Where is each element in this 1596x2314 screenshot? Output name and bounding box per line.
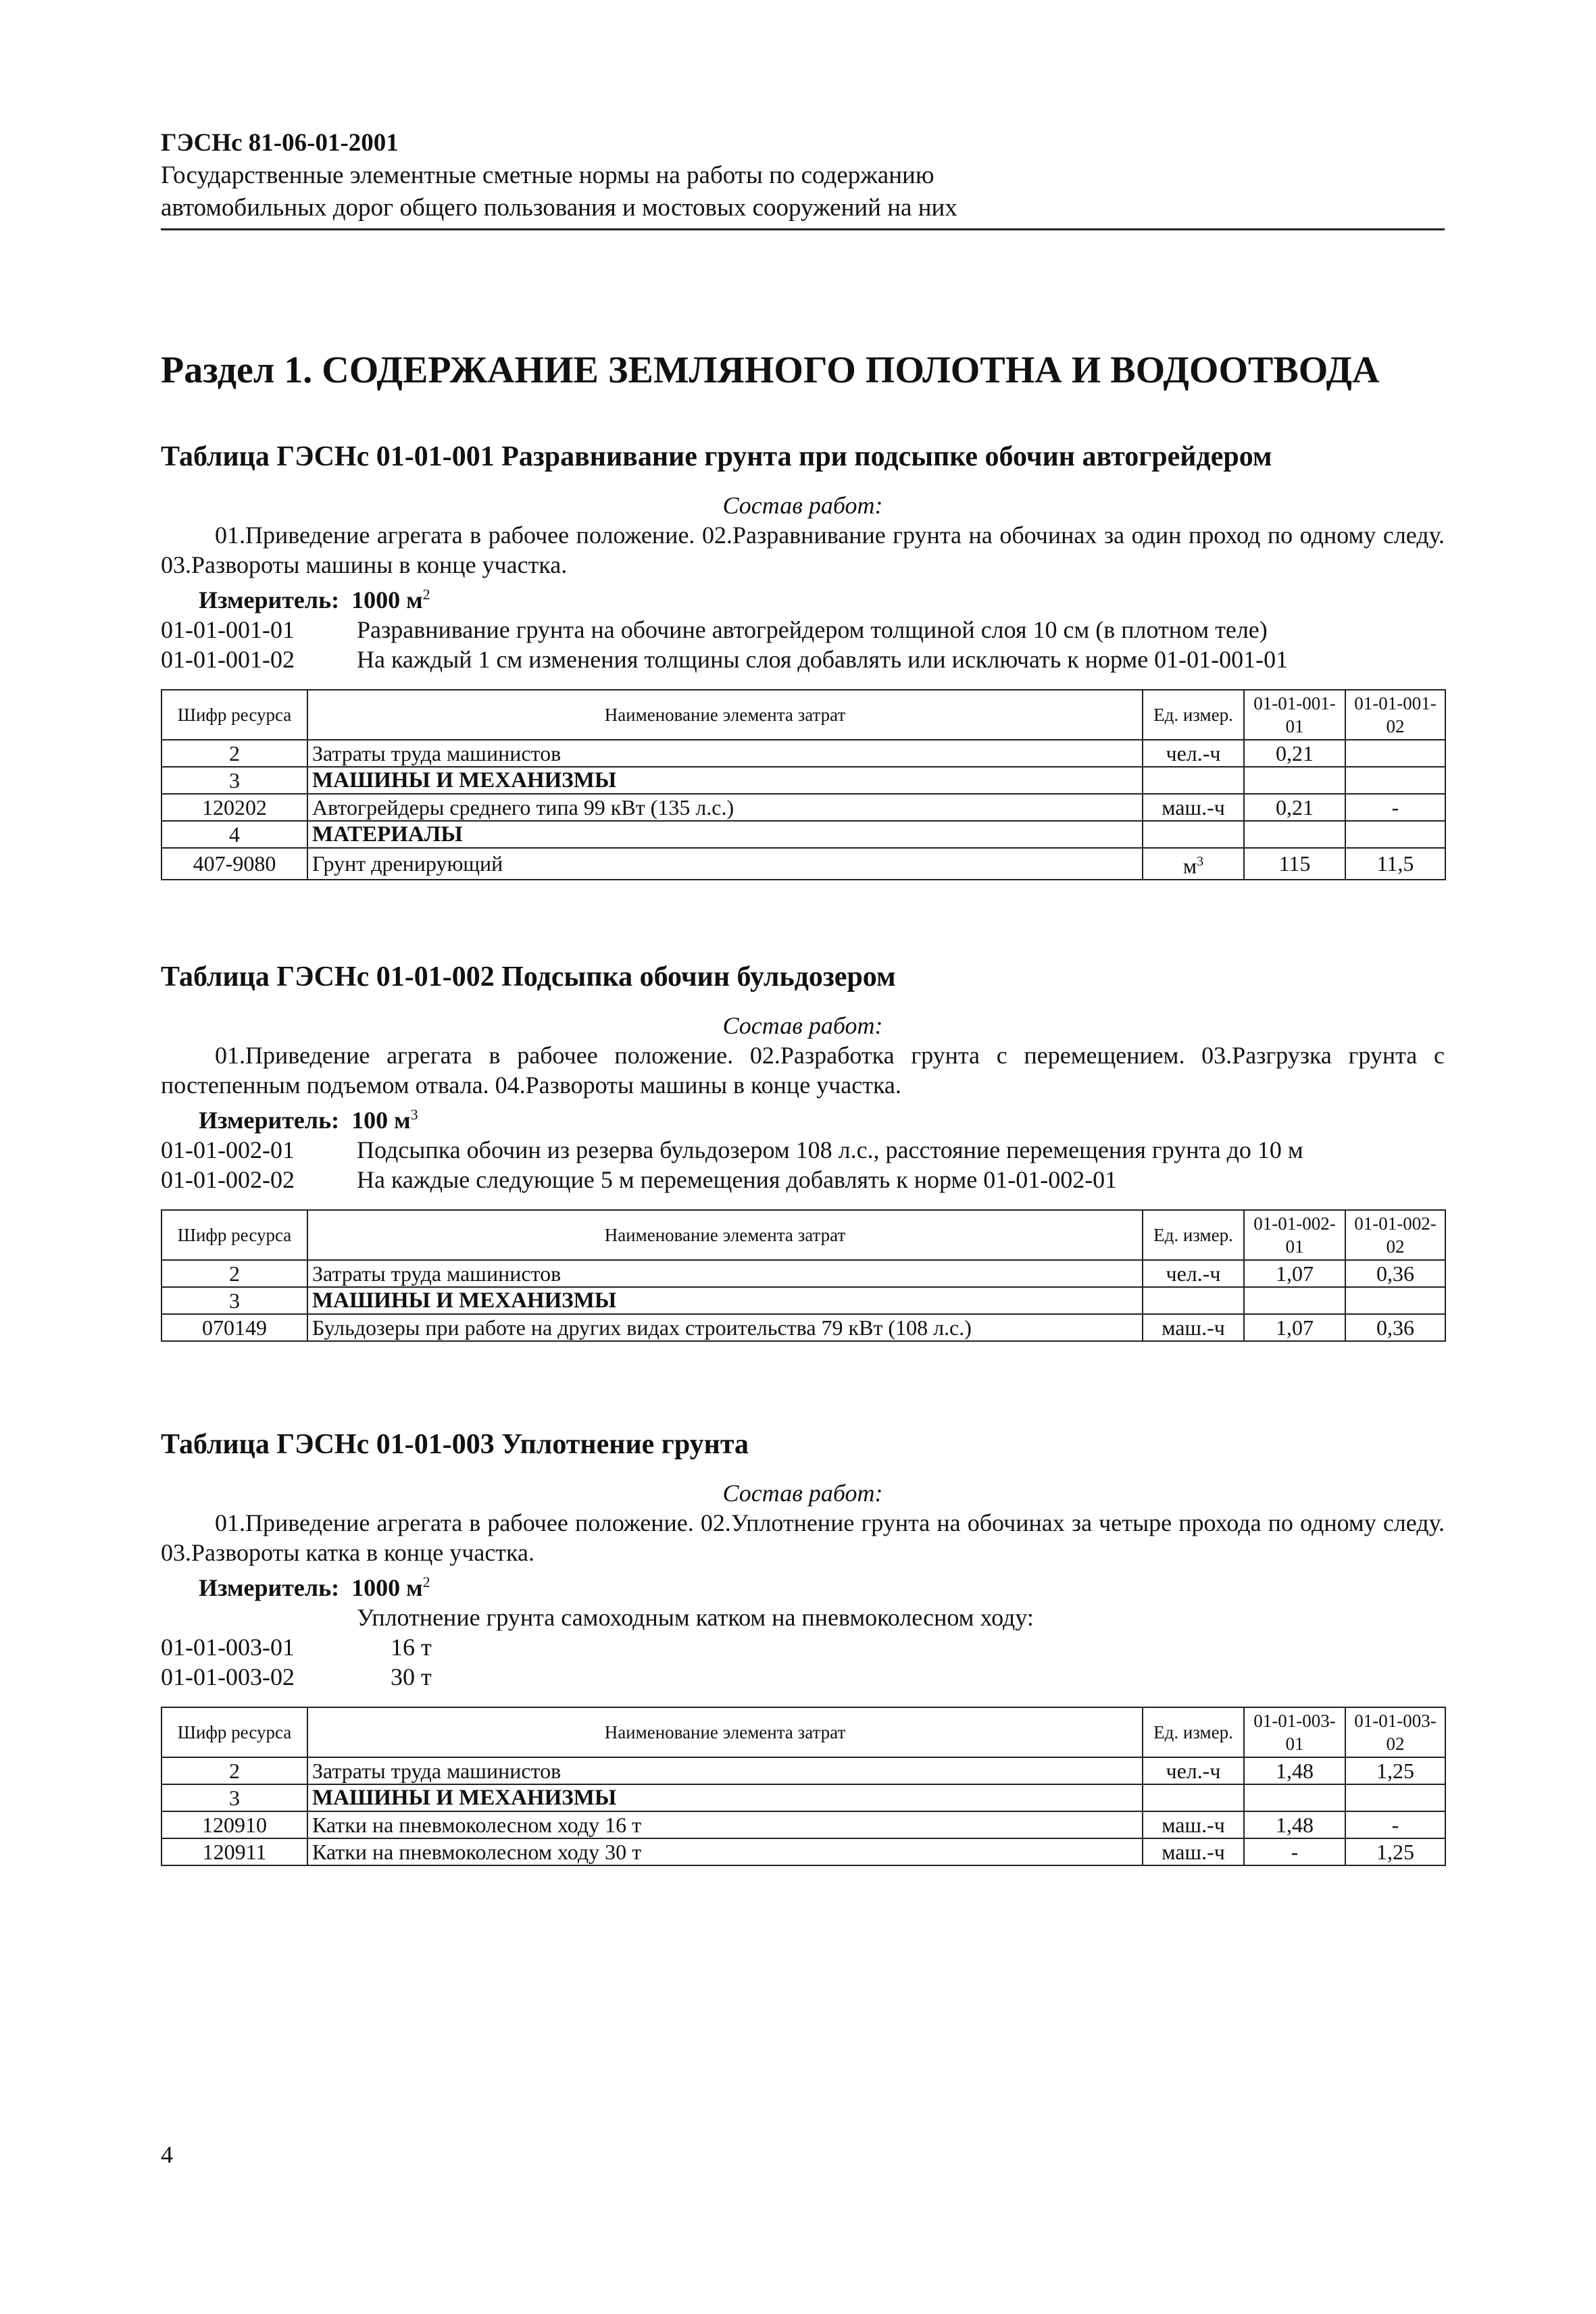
unit-text: м (1182, 853, 1197, 878)
col-header-norm-2: 01-01-001-02 (1345, 690, 1445, 740)
col-header-norm-2: 01-01-002-02 (1345, 1210, 1445, 1260)
measure-value: 1000 м (351, 586, 423, 613)
norm-text: 30 т (391, 1663, 432, 1690)
norm-code: 01-01-003-02 (161, 1663, 295, 1690)
cell-value-2: 0,36 (1345, 1260, 1445, 1287)
table-row (161, 1811, 1445, 1838)
cell-value-1: 1,07 (1244, 1260, 1345, 1287)
col-header-unit: Ед. измер. (1143, 690, 1244, 740)
norm-intro-text: Уплотнение грунта самоходным катком на пневмоколесном ходу: (357, 1604, 1034, 1631)
table-header-row (161, 690, 1445, 740)
table-row (161, 1784, 1445, 1811)
cell-unit: маш.-ч (1143, 1838, 1244, 1865)
work-composition-text: 01.Приведение агрегата в рабочее положение. 02.Уплотнение грунта на обочинах за четыре прохода по одному следу. 03.Развороты катка в конце участка. (161, 1509, 1445, 1566)
cell-value-2: 11,5 (1345, 848, 1445, 880)
document-title-line-1: Государственные элементные сметные нормы на работы по содержанию (161, 161, 934, 189)
measure-label: Измеритель: (199, 1574, 340, 1601)
table-row (161, 794, 1445, 821)
table-row (161, 740, 1445, 767)
cell-code: 4 (161, 821, 307, 848)
col-header-resource-code: Шифр ресурса (161, 1210, 307, 1260)
cell-unit: маш.-ч (1143, 1811, 1244, 1838)
table-row (161, 1260, 1445, 1287)
norm-table-block-1 (161, 438, 1445, 880)
norm-text: Разравнивание грунта на обочине автогрейдером толщиной слоя 10 см (в плотном теле) (357, 616, 1268, 643)
norm-text: На каждый 1 см изменения толщины слоя добавлять или исключать к норме 01-01-001-01 (357, 646, 1289, 673)
col-header-norm-1: 01-01-002-01 (1244, 1210, 1345, 1260)
section-title: Раздел 1. СОДЕРЖАНИЕ ЗЕМЛЯНОГО ПОЛОТНА И ВОДООТВОДА (161, 349, 1380, 391)
measure-label: Измеритель: (199, 1107, 340, 1134)
norm-code-spacer (161, 1603, 357, 1632)
work-composition-label: Состав работ: (722, 1480, 883, 1507)
cell-code: 070149 (161, 1314, 307, 1341)
cell-unit: чел.-ч (1143, 1260, 1244, 1287)
norm-line (161, 1632, 1445, 1662)
norm-code: 01-01-002-02 (161, 1166, 295, 1193)
col-header-unit: Ед. измер. (1143, 1707, 1244, 1757)
table-row (161, 1838, 1445, 1865)
norm-line (161, 1135, 1445, 1165)
cell-value-2: 1,25 (1345, 1757, 1445, 1784)
table-header-row (161, 1210, 1445, 1260)
document-header (161, 127, 1445, 224)
measure-unit (199, 580, 1445, 615)
norm-line (161, 645, 1445, 674)
cell-value-2 (1345, 740, 1445, 767)
col-header-resource-code: Шифр ресурса (161, 690, 307, 740)
header-divider (161, 228, 1445, 230)
cell-code: 407-9080 (161, 848, 307, 880)
cell-code: 120910 (161, 1811, 307, 1838)
cell-value-1 (1244, 767, 1345, 794)
cell-value-1: 1,07 (1244, 1314, 1345, 1341)
norm-code: 01-01-001-02 (161, 646, 295, 673)
cell-value-1: 1,48 (1244, 1757, 1345, 1784)
cell-code: 2 (161, 740, 307, 767)
measure-exponent: 2 (422, 586, 430, 603)
cell-unit: чел.-ч (1143, 1757, 1244, 1784)
table-title: Таблица ГЭСНс 01-01-003 Уплотнение грунта (161, 1429, 749, 1460)
table-title: Таблица ГЭСНс 01-01-001 Разравнивание грунта при подсыпке обочин автогрейдером (161, 441, 1272, 472)
cell-code: 3 (161, 1287, 307, 1314)
norm-text: На каждые следующие 5 м перемещения добавлять к норме 01-01-002-01 (357, 1166, 1118, 1193)
norm-line (161, 1165, 1445, 1194)
document-title-line-2: автомобильных дорог общего пользования и мостовых сооружений на них (161, 194, 957, 222)
col-header-name: Наименование элемента затрат (307, 1707, 1143, 1757)
resource-table (161, 1209, 1446, 1342)
col-header-norm-2: 01-01-003-02 (1345, 1707, 1445, 1757)
document-code: ГЭСНс 81-06-01-2001 (161, 129, 399, 157)
cell-unit (1143, 848, 1244, 880)
cell-value-2 (1345, 1287, 1445, 1314)
cell-unit (1143, 1784, 1244, 1811)
cell-code: 3 (161, 767, 307, 794)
measure-exponent: 3 (410, 1106, 418, 1123)
measure-unit (199, 1567, 1445, 1603)
cell-unit (1143, 821, 1244, 848)
cell-name: Грунт дренирующий (307, 848, 1143, 880)
table-title: Таблица ГЭСНс 01-01-002 Подсыпка обочин бульдозером (161, 961, 896, 992)
cell-name: Затраты труда машинистов (307, 1757, 1143, 1784)
table-row (161, 767, 1445, 794)
cell-value-2 (1345, 1784, 1445, 1811)
cell-unit (1143, 1287, 1244, 1314)
col-header-name: Наименование элемента затрат (307, 1210, 1143, 1260)
table-row (161, 848, 1445, 880)
cell-value-1: - (1244, 1838, 1345, 1865)
unit-exponent: 3 (1197, 854, 1204, 869)
cell-unit: маш.-ч (1143, 794, 1244, 821)
measure-value: 100 м (351, 1107, 411, 1134)
cell-name: Автогрейдеры среднего типа 99 кВт (135 л.с.) (307, 794, 1143, 821)
norm-text: Подсыпка обочин из резерва бульдозером 108 л.с., расстояние перемещения грунта до 10 м (357, 1136, 1303, 1163)
cell-code: 120202 (161, 794, 307, 821)
cell-value-1: 1,48 (1244, 1811, 1345, 1838)
cell-value-1 (1244, 1784, 1345, 1811)
work-composition-label: Состав работ: (722, 492, 883, 519)
cell-unit: маш.-ч (1143, 1314, 1244, 1341)
cell-value-2: 1,25 (1345, 1838, 1445, 1865)
norm-table-block-2 (161, 958, 1445, 1342)
norm-line (161, 1662, 1445, 1692)
col-header-resource-code: Шифр ресурса (161, 1707, 307, 1757)
cell-code: 2 (161, 1757, 307, 1784)
cell-value-1 (1244, 1287, 1345, 1314)
cell-value-2: - (1345, 794, 1445, 821)
cell-unit: чел.-ч (1143, 740, 1244, 767)
norm-table-block-3 (161, 1426, 1445, 1866)
cell-value-2 (1345, 767, 1445, 794)
cell-group-name: МАТЕРИАЛЫ (307, 821, 1143, 848)
cell-code: 3 (161, 1784, 307, 1811)
cell-value-1: 0,21 (1244, 740, 1345, 767)
cell-group-name: МАШИНЫ И МЕХАНИЗМЫ (307, 1784, 1143, 1811)
cell-value-1: 0,21 (1244, 794, 1345, 821)
cell-group-name: МАШИНЫ И МЕХАНИЗМЫ (307, 767, 1143, 794)
resource-table (161, 1707, 1446, 1866)
cell-code: 120911 (161, 1838, 307, 1865)
cell-name: Затраты труда машинистов (307, 1260, 1143, 1287)
cell-value-1: 115 (1244, 848, 1345, 880)
cell-name: Затраты труда машинистов (307, 740, 1143, 767)
norm-code: 01-01-002-01 (161, 1136, 295, 1163)
cell-value-2 (1345, 821, 1445, 848)
table-row (161, 1314, 1445, 1341)
norm-line (161, 615, 1445, 645)
measure-value: 1000 м (351, 1574, 423, 1601)
cell-value-2: 0,36 (1345, 1314, 1445, 1341)
table-row (161, 1757, 1445, 1784)
cell-name: Бульдозеры при работе на других видах строительства 79 кВт (108 л.с.) (307, 1314, 1143, 1341)
norm-code: 01-01-003-01 (161, 1634, 295, 1661)
table-row (161, 1287, 1445, 1314)
norm-text: 16 т (391, 1634, 432, 1661)
work-composition-text: 01.Приведение агрегата в рабочее положение. 02.Разработка грунта с перемещением. 03.Разгрузка грунта с постепенным подъемом отвала. 04.Развороты машины в конце участка. (161, 1042, 1445, 1099)
work-composition-text: 01.Приведение агрегата в рабочее положение. 02.Разравнивание грунта на обочинах за один проход по одному следу. 03.Развороты машины в конце участка. (161, 522, 1445, 578)
measure-unit (199, 1100, 1445, 1135)
work-composition-label: Состав работ: (722, 1012, 883, 1039)
resource-table (161, 689, 1446, 880)
cell-group-name: МАШИНЫ И МЕХАНИЗМЫ (307, 1287, 1143, 1314)
cell-code: 2 (161, 1260, 307, 1287)
table-row (161, 821, 1445, 848)
measure-exponent: 2 (422, 1574, 430, 1590)
page-number: 4 (161, 2141, 173, 2168)
table-header-row (161, 1707, 1445, 1757)
norm-code: 01-01-001-01 (161, 616, 295, 643)
norm-intro-line (161, 1603, 1445, 1632)
cell-value-2: - (1345, 1811, 1445, 1838)
col-header-norm-1: 01-01-001-01 (1244, 690, 1345, 740)
col-header-norm-1: 01-01-003-01 (1244, 1707, 1345, 1757)
cell-value-1 (1244, 821, 1345, 848)
cell-unit (1143, 767, 1244, 794)
measure-label: Измеритель: (199, 586, 340, 613)
cell-name: Катки на пневмоколесном ходу 16 т (307, 1811, 1143, 1838)
cell-name: Катки на пневмоколесном ходу 30 т (307, 1838, 1143, 1865)
col-header-unit: Ед. измер. (1143, 1210, 1244, 1260)
col-header-name: Наименование элемента затрат (307, 690, 1143, 740)
